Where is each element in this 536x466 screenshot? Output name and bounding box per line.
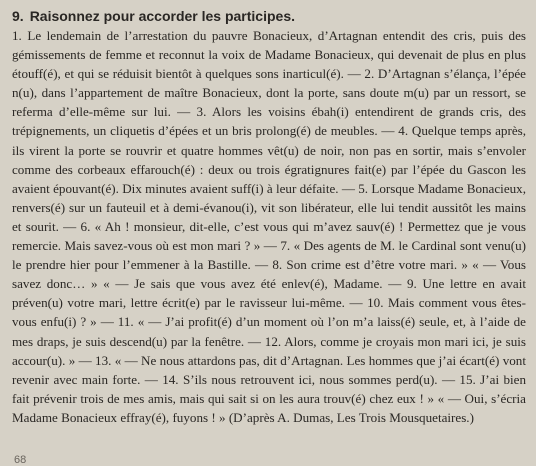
page-number: 68 — [14, 454, 27, 466]
exercise-title: Raisonnez pour accorder les participes. — [29, 8, 295, 24]
exercise-heading — [12, 7, 526, 25]
exercise-number: 9. — [12, 8, 24, 24]
exercise-text: 1. Le lendemain de l’arrestation du pauvre Bonacieux, d’Artagnan entendit des cris, puis des gémissements de femme et reconnut la voix de Madame Bonacieux, qui devenait de plus en plus étouff(é), et qui se réduisit bientôt à quelques sons inarticul(é). — 2. D’Artagnan s’élança, l’épée n(u), dans l’appartement de maître Bonacieux, dont la porte, sans doute m(u) par un ressort, se referma d’elle-même sur lui. — 3. Alors les voisins ébah(i) entendirent de grands cris, des trépignements, un cliquetis d’épées et un bris prolong(é) de meubles. — 4. Quelque temps après, ils virent la porte se rouvrir et quatre hommes vêt(u) de noir, non pas en sortir, mais s’envoler comme des corbeaux effarouch(é) : deux ou trois égratignures fait(e) par l’épée du Gascon les avaient épouvant(é). Dix minutes avaient suff(i) à leur défaite. — 5. Lorsque Madame Bonacieux, renvers(é) sur un fauteuil et à demi-évanou(i), vit son libérateur, elle lui tendit aussitôt les mains et sourit. — 6. « Ah ! monsieur, dit-elle, c’est vous qui m’avez sauv(é) ! Permettez que je vous remercie. Mais savez-vous où est mon mari ? » — 7. « Des agents de M. le Cardinal sont venu(u) le prendre hier pour l’emmener à la Bastille. — 8. Son crime est d’être votre mari. » « — Vous savez donc… » « — Je sais que vous avez été enlev(é), Madame. — 9. Une lettre en avait préven(u) votre mari, lettre écrit(e) par le ravisseur lui-même. — 10. Mais comment vous êtes-vous enfu(i) ? » — 11. « — J’ai profit(é) d’un moment où l’on m’a laiss(é) seule, et, à l’aide de mes draps, je suis descend(u) par la fenêtre. — 12. Alors, comme je croyais mon mari ici, je suis accour(u). » — 13. « — Ne nous attardons pas, dit d’Artagnan. Les hommes que j’ai écart(é) vont revenir avec main forte. — 14. S’ils nous retrouvent ici, nous sommes perd(u). — 15. J’ai bien fait prévenir trois de mes amis, mais qui sait si on les aura trouv(é) chez eux ! » « — Oui, s’écria Madame Bonacieux effray(é), fuyons ! » (D’après A. Dumas, Les Trois Mousquetaires.) — [12, 28, 526, 425]
